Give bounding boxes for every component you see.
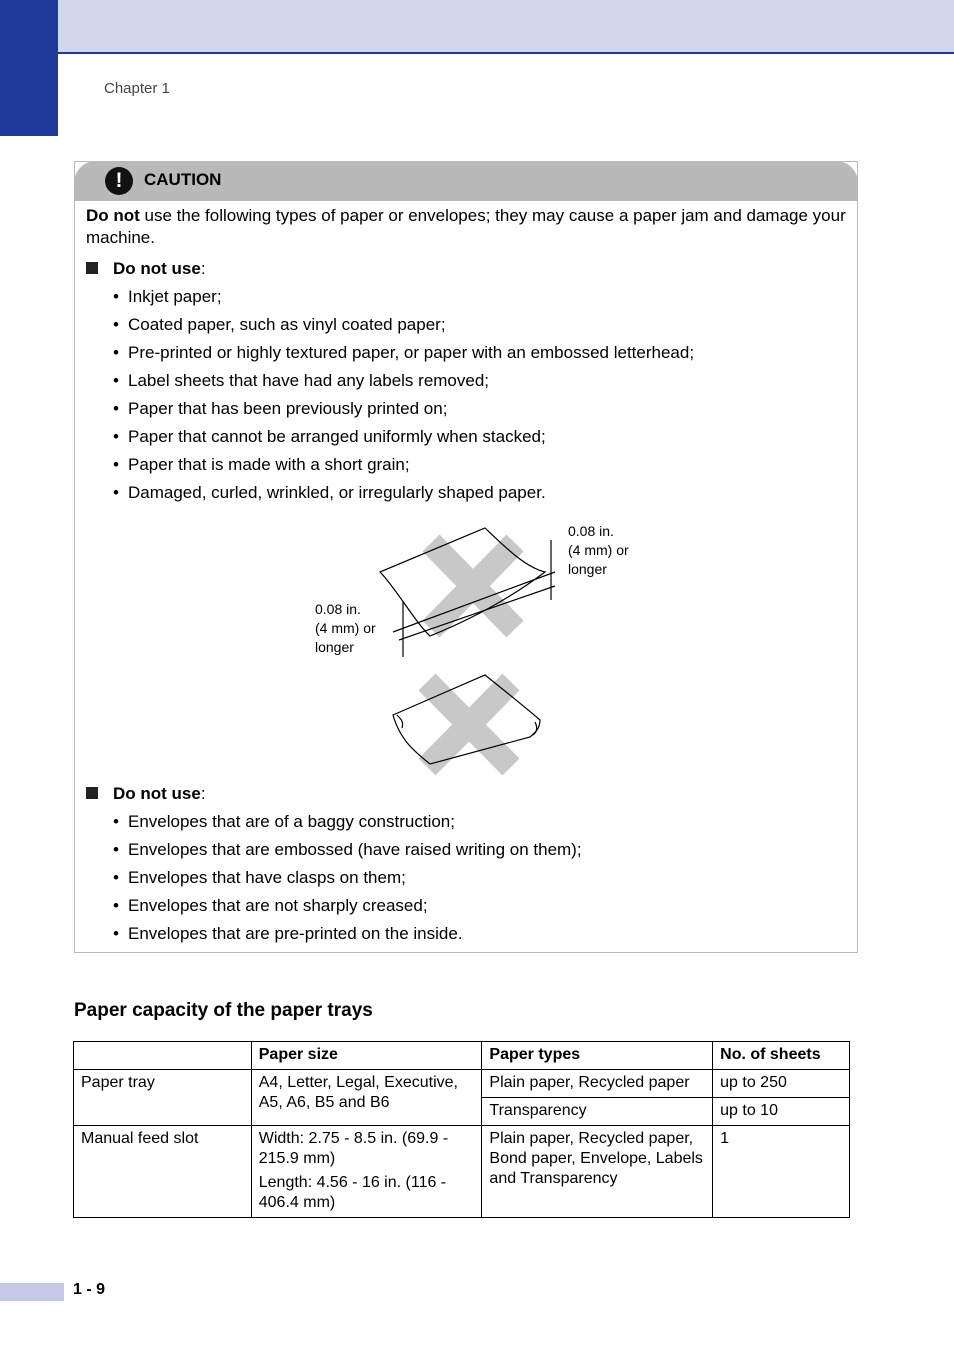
size-length: Length: 4.56 - 16 in. (116 - 406.4 mm): [258, 1174, 447, 1211]
page-number: 1 - 9: [73, 1281, 106, 1298]
column-header: [74, 1042, 252, 1070]
table-cell: Transparency: [482, 1098, 713, 1126]
table-row: [74, 1126, 850, 1218]
caution-title: CAUTION: [144, 170, 222, 189]
list-item: • Envelopes that are pre-printed on the inside.: [113, 924, 463, 943]
chapter-label: Chapter 1: [104, 80, 170, 97]
list-item: • Envelopes that are of a baggy construction;: [113, 812, 455, 831]
list-item: • Damaged, curled, wrinkled, or irregularly shaped paper.: [113, 483, 546, 502]
caution-box: [74, 161, 858, 953]
column-header: Paper size: [251, 1042, 482, 1070]
measure-label-left: 0.08 in. (4 mm) or longer: [315, 601, 376, 655]
table-cell: 1: [713, 1126, 850, 1218]
list-item: • Coated paper, such as vinyl coated paper;: [113, 315, 446, 334]
envelope-list: [113, 808, 582, 948]
table-cell: up to 250: [713, 1070, 850, 1098]
square-bullet-icon: [86, 787, 98, 799]
chapter-tab: [0, 0, 58, 136]
table-cell: Plain paper, Recycled paper: [482, 1070, 713, 1098]
table-row: [74, 1070, 850, 1098]
header-band: [58, 0, 954, 54]
list-item: • Envelopes that are not sharply creased;: [113, 896, 428, 915]
list-item: • Envelopes that are embossed (have raised writing on them);: [113, 840, 582, 859]
exclamation-icon: !: [105, 167, 133, 195]
envelope-do-not-use-heading: Do not use:: [86, 784, 206, 804]
section-title: Paper capacity of the paper trays: [74, 1000, 373, 1021]
intro-bold: Do not: [86, 206, 140, 225]
table-cell: [251, 1126, 482, 1218]
table-cell: up to 10: [713, 1098, 850, 1126]
list-item: • Envelopes that have clasps on them;: [113, 868, 406, 887]
list-item: • Label sheets that have had any labels removed;: [113, 371, 490, 390]
column-header: Paper types: [482, 1042, 713, 1070]
measure-label-right: 0.08 in. (4 mm) or longer: [568, 523, 629, 577]
table-cell: A4, Letter, Legal, Executive, A5, A6, B5 and B6: [251, 1070, 482, 1126]
size-width: Width: 2.75 - 8.5 in. (69.9 - 215.9 mm): [258, 1130, 449, 1167]
table-header-row: [74, 1042, 850, 1070]
paper-do-not-use-heading: Do not use:: [86, 259, 206, 279]
list-item: • Pre-printed or highly textured paper, or paper with an embossed letterhead;: [113, 343, 695, 362]
intro-text: use the following types of paper or envelopes; they may cause a paper jam and damage your machine.: [86, 206, 846, 247]
column-header: No. of sheets: [713, 1042, 850, 1070]
list-item: • Paper that cannot be arranged uniformly when stacked;: [113, 427, 546, 446]
table-cell: Manual feed slot: [74, 1126, 252, 1218]
capacity-table: [73, 1041, 850, 1218]
list-item: • Paper that has been previously printed on;: [113, 399, 448, 418]
table-cell: Paper tray: [74, 1070, 252, 1126]
footer-bar: [0, 1283, 64, 1301]
list-item: • Paper that is made with a short grain;: [113, 455, 410, 474]
list-item: • Inkjet paper;: [113, 287, 222, 306]
table-cell: Plain paper, Recycled paper, Bond paper, Envelope, Labels and Transparency: [482, 1126, 713, 1218]
